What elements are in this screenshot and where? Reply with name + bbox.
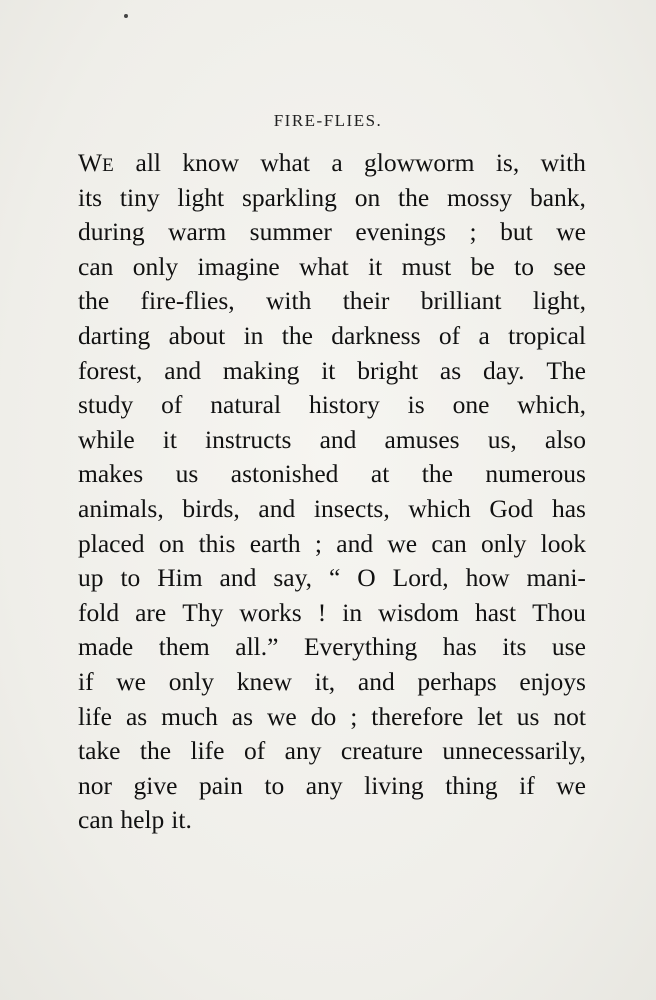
word: animals, <box>78 493 164 523</box>
word: birds, <box>182 493 240 523</box>
word: of <box>243 736 266 766</box>
word: and <box>336 528 374 558</box>
word: use <box>551 632 586 662</box>
word: take <box>78 736 121 766</box>
word: we <box>267 701 297 731</box>
word: as <box>439 355 462 385</box>
text-line <box>78 561 586 596</box>
text-line <box>78 803 586 838</box>
word: it, <box>314 666 336 696</box>
text-line <box>78 527 586 562</box>
ink-speck <box>124 14 128 18</box>
word: instructs <box>205 424 292 454</box>
word: only <box>481 528 527 558</box>
word: history <box>308 390 380 420</box>
word: how <box>465 563 510 593</box>
word: do <box>310 701 337 731</box>
word: in <box>243 320 264 350</box>
word: during <box>78 217 145 247</box>
body-paragraph <box>78 146 586 838</box>
word: Thou <box>532 597 586 627</box>
word: not <box>553 701 586 731</box>
word: as <box>231 701 254 731</box>
word: about <box>168 320 226 350</box>
word: which <box>408 493 471 523</box>
text-line <box>78 423 586 458</box>
word: brilliant <box>420 286 502 316</box>
word: and <box>258 493 296 523</box>
word: all <box>135 148 162 177</box>
word: its <box>502 632 527 662</box>
text-line <box>78 284 586 319</box>
word: their <box>342 286 390 316</box>
word: of <box>438 320 461 350</box>
text-line <box>78 181 586 216</box>
word: has <box>551 493 586 523</box>
word: one <box>452 390 490 420</box>
word: can <box>78 251 114 281</box>
text-line <box>78 665 586 700</box>
word: a <box>478 320 490 350</box>
word: evenings <box>355 217 446 247</box>
word: any <box>284 736 322 766</box>
word: O <box>357 563 376 593</box>
word: knew <box>236 666 292 696</box>
word: life <box>190 736 225 766</box>
word: study <box>78 390 134 420</box>
word: darkness <box>331 320 421 350</box>
word: we <box>556 217 586 247</box>
word: hast <box>474 597 517 627</box>
word: Everything <box>303 632 418 662</box>
word: much <box>161 701 218 731</box>
word: are <box>135 597 167 627</box>
word: must <box>401 251 452 281</box>
word: see <box>553 251 586 281</box>
word: while <box>78 424 135 454</box>
word: amuses <box>384 424 460 454</box>
word: on <box>354 182 381 212</box>
word: The <box>546 355 586 385</box>
word: Thy <box>182 597 224 627</box>
word: know <box>182 148 240 177</box>
word: it <box>321 355 336 385</box>
word: light <box>177 182 225 212</box>
word: look <box>540 528 586 558</box>
text-line <box>78 492 586 527</box>
word: us <box>516 701 540 731</box>
word: us <box>175 459 199 489</box>
word: making <box>222 355 300 385</box>
word: mossy <box>446 182 513 212</box>
word: imagine <box>197 251 280 281</box>
word: tropical <box>508 320 586 350</box>
word: and <box>219 563 257 593</box>
word: numerous <box>485 459 586 489</box>
text-line <box>78 250 586 285</box>
word: Lord, <box>392 563 449 593</box>
word: the <box>281 320 313 350</box>
word: astonished <box>230 459 339 489</box>
word: only <box>132 251 179 281</box>
text-line <box>78 630 586 665</box>
word: and <box>164 355 202 385</box>
text-line <box>78 457 586 492</box>
word: them <box>158 632 210 662</box>
word: but <box>500 217 533 247</box>
word: has <box>442 632 477 662</box>
word: insects, <box>313 493 390 523</box>
word: living <box>364 770 424 800</box>
word: “ <box>329 563 341 593</box>
word: it. <box>171 805 192 835</box>
word: can <box>431 528 467 558</box>
word: therefore <box>371 701 464 731</box>
word: we <box>116 666 146 696</box>
word: to <box>514 251 534 281</box>
word: as <box>125 701 148 731</box>
text-line <box>78 596 586 631</box>
word: unnecessarily, <box>442 736 586 766</box>
word: ! <box>317 597 327 627</box>
word: ; <box>350 701 358 731</box>
word: be <box>470 251 495 281</box>
word: to <box>120 563 141 593</box>
word: and <box>319 424 357 454</box>
word: if <box>519 770 535 800</box>
word: which, <box>517 390 586 420</box>
word: creature <box>340 736 423 766</box>
word: also <box>544 424 586 454</box>
word: fold <box>78 597 120 627</box>
word: the <box>139 736 172 766</box>
text-line <box>78 388 586 423</box>
word: the <box>398 182 430 212</box>
word: only <box>168 666 215 696</box>
word: ; <box>314 528 323 558</box>
word: thing <box>445 770 498 800</box>
word: day. <box>482 355 525 385</box>
word: perhaps <box>417 666 497 696</box>
word: WE <box>78 148 115 177</box>
word: give <box>133 770 178 800</box>
word: fire-flies, <box>140 286 235 316</box>
word: tiny <box>119 182 160 212</box>
word: to <box>264 770 285 800</box>
word: darting <box>78 320 151 350</box>
word: all.” <box>235 632 279 662</box>
word: we <box>556 770 586 800</box>
word: up <box>78 563 104 593</box>
word: at <box>370 459 390 489</box>
word: if <box>78 666 94 696</box>
word: works <box>239 597 302 627</box>
word: help <box>120 805 165 835</box>
word: bright <box>357 355 419 385</box>
word: of <box>161 390 183 420</box>
word: the <box>78 286 110 316</box>
word: glowworm <box>363 148 475 177</box>
word: say, <box>273 563 313 593</box>
word: what <box>260 148 310 177</box>
word: on <box>158 528 185 558</box>
word: with <box>266 286 312 316</box>
text-line <box>78 700 586 735</box>
word: what <box>299 251 349 281</box>
word: a <box>331 148 343 177</box>
text-line <box>78 215 586 250</box>
text-line <box>78 354 586 389</box>
word: placed <box>78 528 145 558</box>
word: in <box>342 597 363 627</box>
word: this <box>198 528 236 558</box>
word: life <box>78 701 112 731</box>
word: its <box>78 182 103 212</box>
word: any <box>305 770 343 800</box>
word: with <box>540 148 586 177</box>
word: sparkling <box>241 182 337 212</box>
word: Him <box>157 563 203 593</box>
word: can <box>78 805 114 835</box>
word: we <box>387 528 418 558</box>
word: natural <box>210 390 282 420</box>
word: it <box>368 251 383 281</box>
word: is, <box>495 148 520 177</box>
word: earth <box>249 528 301 558</box>
word: wisdom <box>378 597 459 627</box>
text-line <box>78 769 586 804</box>
text-line <box>78 146 586 181</box>
word: let <box>477 701 503 731</box>
word: mani- <box>526 563 586 593</box>
word: and <box>357 666 395 696</box>
word: us, <box>487 424 517 454</box>
text-line <box>78 319 586 354</box>
word: forest, <box>78 355 143 385</box>
word: summer <box>249 217 332 247</box>
word: ; <box>469 217 477 247</box>
page-heading: FIRE-FLIES. <box>273 111 383 130</box>
word: made <box>78 632 134 662</box>
text-line <box>78 734 586 769</box>
word: God <box>489 493 534 523</box>
word: enjoys <box>519 666 586 696</box>
word: the <box>421 459 453 489</box>
word: pain <box>198 770 243 800</box>
word: light, <box>532 286 586 316</box>
word: makes <box>78 459 144 489</box>
word: bank, <box>529 182 586 212</box>
word: nor <box>78 770 112 800</box>
word: warm <box>168 217 227 247</box>
word: is <box>407 390 425 420</box>
word: it <box>162 424 177 454</box>
